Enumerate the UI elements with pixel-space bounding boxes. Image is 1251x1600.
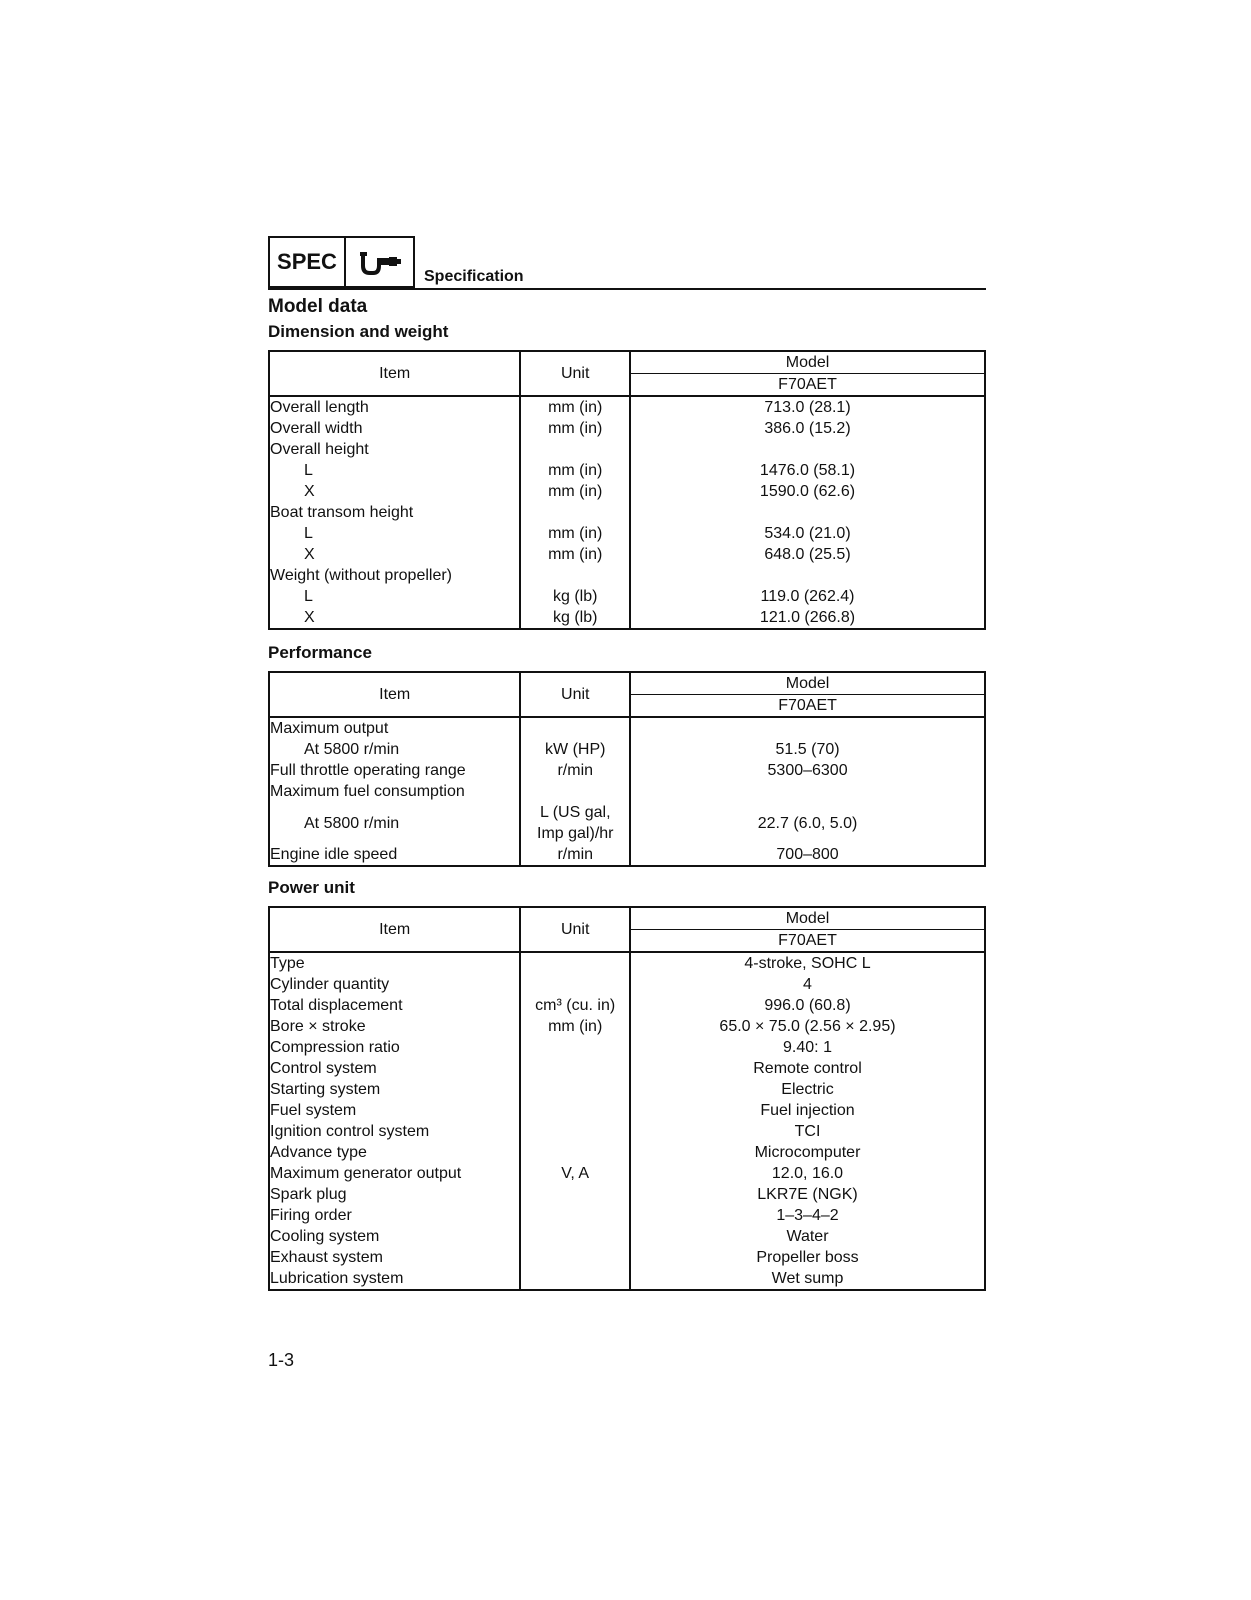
row-item: X: [269, 544, 520, 565]
header-model-name: F70AET: [630, 695, 985, 718]
row-item: Spark plug: [269, 1184, 520, 1205]
header-model-name: F70AET: [630, 930, 985, 953]
row-value: [630, 781, 985, 802]
table-row: [269, 995, 985, 1016]
row-value: 12.0, 16.0: [771, 1165, 844, 1182]
row-unit: mm (in): [520, 1016, 630, 1037]
row-item: Overall length: [269, 396, 520, 418]
table-row: [269, 523, 985, 544]
row-value: 386.0 (15.2): [764, 420, 851, 437]
table-row: [269, 481, 985, 502]
row-item: At 5800 r/min: [269, 802, 520, 844]
row-value: 648.0 (25.5): [764, 546, 851, 563]
row-item: Cylinder quantity: [269, 974, 520, 995]
row-value: 713.0 (28.1): [764, 399, 851, 416]
table-row: [269, 1247, 985, 1268]
row-item: Overall width: [269, 418, 520, 439]
row-item: Exhaust system: [269, 1247, 520, 1268]
row-value: 996.0 (60.8): [764, 997, 851, 1014]
row-value: [630, 565, 985, 586]
row-item: Maximum generator output: [269, 1163, 520, 1184]
row-value: Microcomputer: [754, 1144, 861, 1161]
row-unit: [520, 1268, 630, 1290]
table-row: [269, 586, 985, 607]
section-title-power-unit: Power unit: [268, 878, 355, 897]
row-unit: [520, 1226, 630, 1247]
row-unit: kW (HP): [520, 739, 630, 760]
row-unit: [520, 502, 630, 523]
row-item: Type: [269, 952, 520, 974]
row-value: 65.0 × 75.0 (2.56 × 2.95): [719, 1018, 896, 1035]
row-unit: [520, 974, 630, 995]
row-unit: [520, 439, 630, 460]
header-rule: [268, 288, 986, 290]
row-unit: [520, 1142, 630, 1163]
table-row: [269, 418, 985, 439]
table-row: [269, 1079, 985, 1100]
row-unit: kg (lb): [520, 586, 630, 607]
row-item: Control system: [269, 1058, 520, 1079]
header-model: Model: [630, 672, 985, 695]
table-row: [269, 1037, 985, 1058]
table-row: [269, 544, 985, 565]
row-unit: [520, 1100, 630, 1121]
row-item: L: [269, 460, 520, 481]
row-item: Firing order: [269, 1205, 520, 1226]
row-value: 121.0 (266.8): [759, 609, 856, 626]
table-row: [269, 1058, 985, 1079]
table-row: [269, 802, 985, 844]
table-row: [269, 396, 985, 418]
row-value: 1590.0 (62.6): [759, 483, 856, 500]
row-value: 1476.0 (58.1): [759, 462, 856, 479]
row-value: 700–800: [776, 846, 839, 863]
row-value: Remote control: [753, 1060, 862, 1077]
row-item: Boat transom height: [269, 502, 520, 523]
spec-badge: [268, 236, 415, 288]
row-value: Propeller boss: [756, 1249, 859, 1266]
power-unit-table: [268, 906, 986, 1291]
row-unit: [520, 1184, 630, 1205]
row-unit: [520, 1037, 630, 1058]
row-value: 4-stroke, SOHC L: [744, 955, 871, 972]
row-item: At 5800 r/min: [269, 739, 520, 760]
row-unit: [520, 1205, 630, 1226]
table-row: [269, 607, 985, 629]
row-item: Bore × stroke: [269, 1016, 520, 1037]
row-value: [630, 502, 985, 523]
header-unit: Unit: [520, 907, 630, 952]
row-item: Cooling system: [269, 1226, 520, 1247]
row-item: L: [269, 523, 520, 544]
header-item: Item: [269, 672, 520, 717]
dimension-table: [268, 350, 986, 630]
table-row: [269, 1205, 985, 1226]
micrometer-icon: [346, 238, 413, 286]
row-unit: cm³ (cu. in): [520, 995, 630, 1016]
row-unit: kg (lb): [520, 607, 630, 629]
row-unit: [520, 1247, 630, 1268]
table-row: [269, 502, 985, 523]
header-item: Item: [269, 907, 520, 952]
table-row: [269, 844, 985, 866]
row-value: Wet sump: [771, 1270, 844, 1287]
table-row: [269, 439, 985, 460]
row-value: TCI: [794, 1123, 821, 1140]
row-value: 5300–6300: [767, 762, 848, 779]
row-item: X: [269, 481, 520, 502]
row-item: Maximum fuel consumption: [269, 781, 520, 802]
row-item: Compression ratio: [269, 1037, 520, 1058]
row-unit: [520, 565, 630, 586]
main-title: Model data: [268, 296, 368, 317]
table-row: [269, 952, 985, 974]
row-value: Electric: [781, 1081, 834, 1098]
row-value: [630, 439, 985, 460]
table-row: [269, 760, 985, 781]
row-value: Fuel injection: [760, 1102, 855, 1119]
table-row: [269, 1163, 985, 1184]
header-title: Specification: [424, 268, 524, 285]
row-item: Full throttle operating range: [269, 760, 520, 781]
row-item: Advance type: [269, 1142, 520, 1163]
row-value: Water: [786, 1228, 829, 1245]
header-model-name: F70AET: [630, 374, 985, 397]
row-unit: mm (in): [520, 396, 630, 418]
row-unit: mm (in): [520, 481, 630, 502]
row-unit: [520, 781, 630, 802]
row-item: Engine idle speed: [269, 844, 520, 866]
header-model: Model: [630, 351, 985, 374]
header-item: Item: [269, 351, 520, 396]
row-unit: r/min: [520, 844, 630, 866]
unit-line: L (US gal,: [539, 804, 611, 821]
table-row: [269, 974, 985, 995]
spec-label: SPEC: [270, 238, 346, 286]
row-unit: mm (in): [520, 418, 630, 439]
row-value: 119.0 (262.4): [760, 588, 855, 605]
row-item: X: [269, 607, 520, 629]
row-unit: [520, 1058, 630, 1079]
row-unit: mm (in): [520, 460, 630, 481]
row-value: 9.40: 1: [783, 1039, 832, 1056]
row-unit: [520, 802, 630, 844]
table-row: [269, 1226, 985, 1247]
row-value: 22.7 (6.0, 5.0): [757, 814, 858, 832]
row-value: [630, 717, 985, 739]
row-unit: [520, 952, 630, 974]
page-number: 1-3: [268, 1350, 295, 1370]
table-row: [269, 1121, 985, 1142]
row-item: Fuel system: [269, 1100, 520, 1121]
row-value: LKR7E (NGK): [757, 1186, 858, 1203]
row-item: Starting system: [269, 1079, 520, 1100]
table-row: [269, 1142, 985, 1163]
table-row: [269, 1268, 985, 1290]
unit-line: Imp gal)/hr: [537, 825, 614, 842]
row-unit: mm (in): [520, 544, 630, 565]
row-item: Total displacement: [269, 995, 520, 1016]
row-value: 4: [803, 976, 812, 993]
row-value: 534.0 (21.0): [764, 525, 851, 542]
row-item: Weight (without propeller): [269, 565, 520, 586]
row-value: 1–3–4–2: [776, 1207, 839, 1224]
table-row: [269, 717, 985, 739]
row-unit: [520, 1079, 630, 1100]
page-header: [268, 236, 986, 290]
header-model: Model: [630, 907, 985, 930]
row-item: Maximum output: [269, 717, 520, 739]
performance-table: [268, 671, 986, 867]
table-row: [269, 739, 985, 760]
row-unit: mm (in): [520, 523, 630, 544]
table-row: [269, 1016, 985, 1037]
table-row: [269, 460, 985, 481]
row-item: L: [269, 586, 520, 607]
table-row: [269, 781, 985, 802]
section-title-performance: Performance: [268, 643, 372, 662]
row-value: 51.5 (70): [775, 741, 840, 758]
section-title-dimension: Dimension and weight: [268, 322, 449, 341]
row-item: Ignition control system: [269, 1121, 520, 1142]
row-unit: [520, 1121, 630, 1142]
row-item: Lubrication system: [269, 1268, 520, 1290]
row-item: Overall height: [269, 439, 520, 460]
table-row: [269, 565, 985, 586]
header-unit: Unit: [520, 351, 630, 396]
row-unit: r/min: [520, 760, 630, 781]
row-unit: V, A: [520, 1163, 630, 1184]
table-row: [269, 1184, 985, 1205]
header-unit: Unit: [520, 672, 630, 717]
row-unit: [520, 717, 630, 739]
table-row: [269, 1100, 985, 1121]
